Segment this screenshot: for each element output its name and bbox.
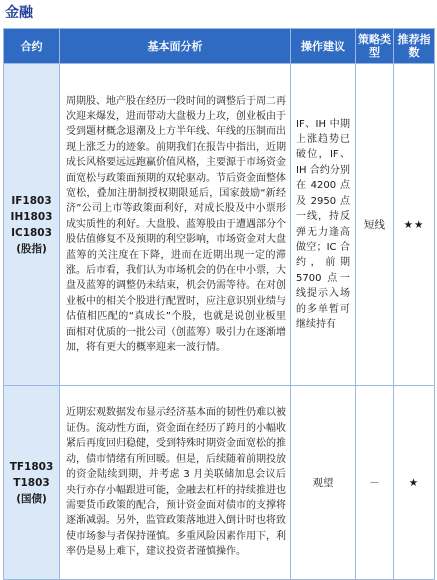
- header-analysis: 基本面分析: [60, 29, 291, 64]
- contract-code: IF1803: [11, 194, 52, 207]
- futures-recommendation-table: [3, 28, 435, 580]
- rating-stars: ★: [394, 386, 435, 580]
- table-header-row: [4, 29, 435, 64]
- analysis-cell: 近期宏观数据发布显示经济基本面的韧性仍难以被证伪。流动性方面，资金面在经历了跨月的小幅收紧后再度回归稳健，受到特殊时期资金面宽松的推动，债市情绪有所回暖。但是，后续随着前期投放的资金陆续到期，并考虑 3 月美联储加息会议后央行亦存小幅跟进可能，金融去杠杆的持续推进也需要货币政策的配合，预计资金面对债市的支撑将逐渐减弱。另外，监管政策落地进入倒计时也将致使市场参与者保持谨慎。多重风险因素作用下，利率仍是易上难下，建议投资者谨慎操作。: [60, 386, 291, 580]
- contract-category: (股指): [16, 242, 47, 255]
- strategy-cell: 短线: [356, 64, 394, 386]
- table-row-treasury: [4, 386, 435, 580]
- contract-cell: [4, 386, 60, 580]
- table-row-stock-index: [4, 64, 435, 386]
- contract-code: IC1803: [11, 226, 52, 239]
- contract-cell: [4, 64, 60, 386]
- rating-stars: ★★: [394, 64, 435, 386]
- header-contract: 合约: [4, 29, 60, 64]
- contract-code: TF1803: [9, 460, 54, 473]
- header-rating: 推荐指数: [394, 29, 435, 64]
- advice-cell: IF、IH 中期上涨趋势已破位，IF、IH 合约分别在 4200 点及 2950 点一线，持反弹无力逢高做空；IC 合约，前期 5700 点一线提示入场的多单暂可继续持有: [291, 64, 356, 386]
- header-advice: 操作建议: [291, 29, 356, 64]
- strategy-cell: －: [356, 386, 394, 580]
- contract-code: IH1803: [10, 210, 53, 223]
- advice-cell: 观望: [291, 386, 356, 580]
- contract-code: T1803: [13, 476, 50, 489]
- header-strategy: 策略类型: [356, 29, 394, 64]
- section-title: 金融: [5, 5, 33, 21]
- analysis-cell: 周期股、地产股在经历一段时间的调整后于周二再次迎来爆发，进而带动大盘极力上攻，创业板由于受到题材概念退潮及上方半年线、年线的压制而出现上涨乏力的迹象。前期我们在报告中指出，近期成长风格要远远跑赢价值风格，主要源于市场资金面宽松与政策面预期的双轮驱动。节后资金面整体宽松，叠加注册制授权期限延后，国家鼓励“新经济”公司上市等政策面利好，对成长股及中小票形成实质性的利好。大盘股、蓝筹股由于遭遇部分个股估值修复不及预期的利空影响，市场资金对大盘蓝筹的关注度在下降，进而在近期出现一定的滞涨。后市看，我们认为市场机会的仍在中小票，大盘及蓝筹的调整仍未结束，机会仍需等待。在对创业板中的相关个股进行配置时，应注意识别业绩与估值相匹配的“真成长”个股，也就是说创业板里面相对优质的一批公司（创蓝筹）吸引力在逐渐增加，将有更大的概率迎来一波行情。: [60, 64, 291, 386]
- contract-category: (国债): [16, 492, 47, 505]
